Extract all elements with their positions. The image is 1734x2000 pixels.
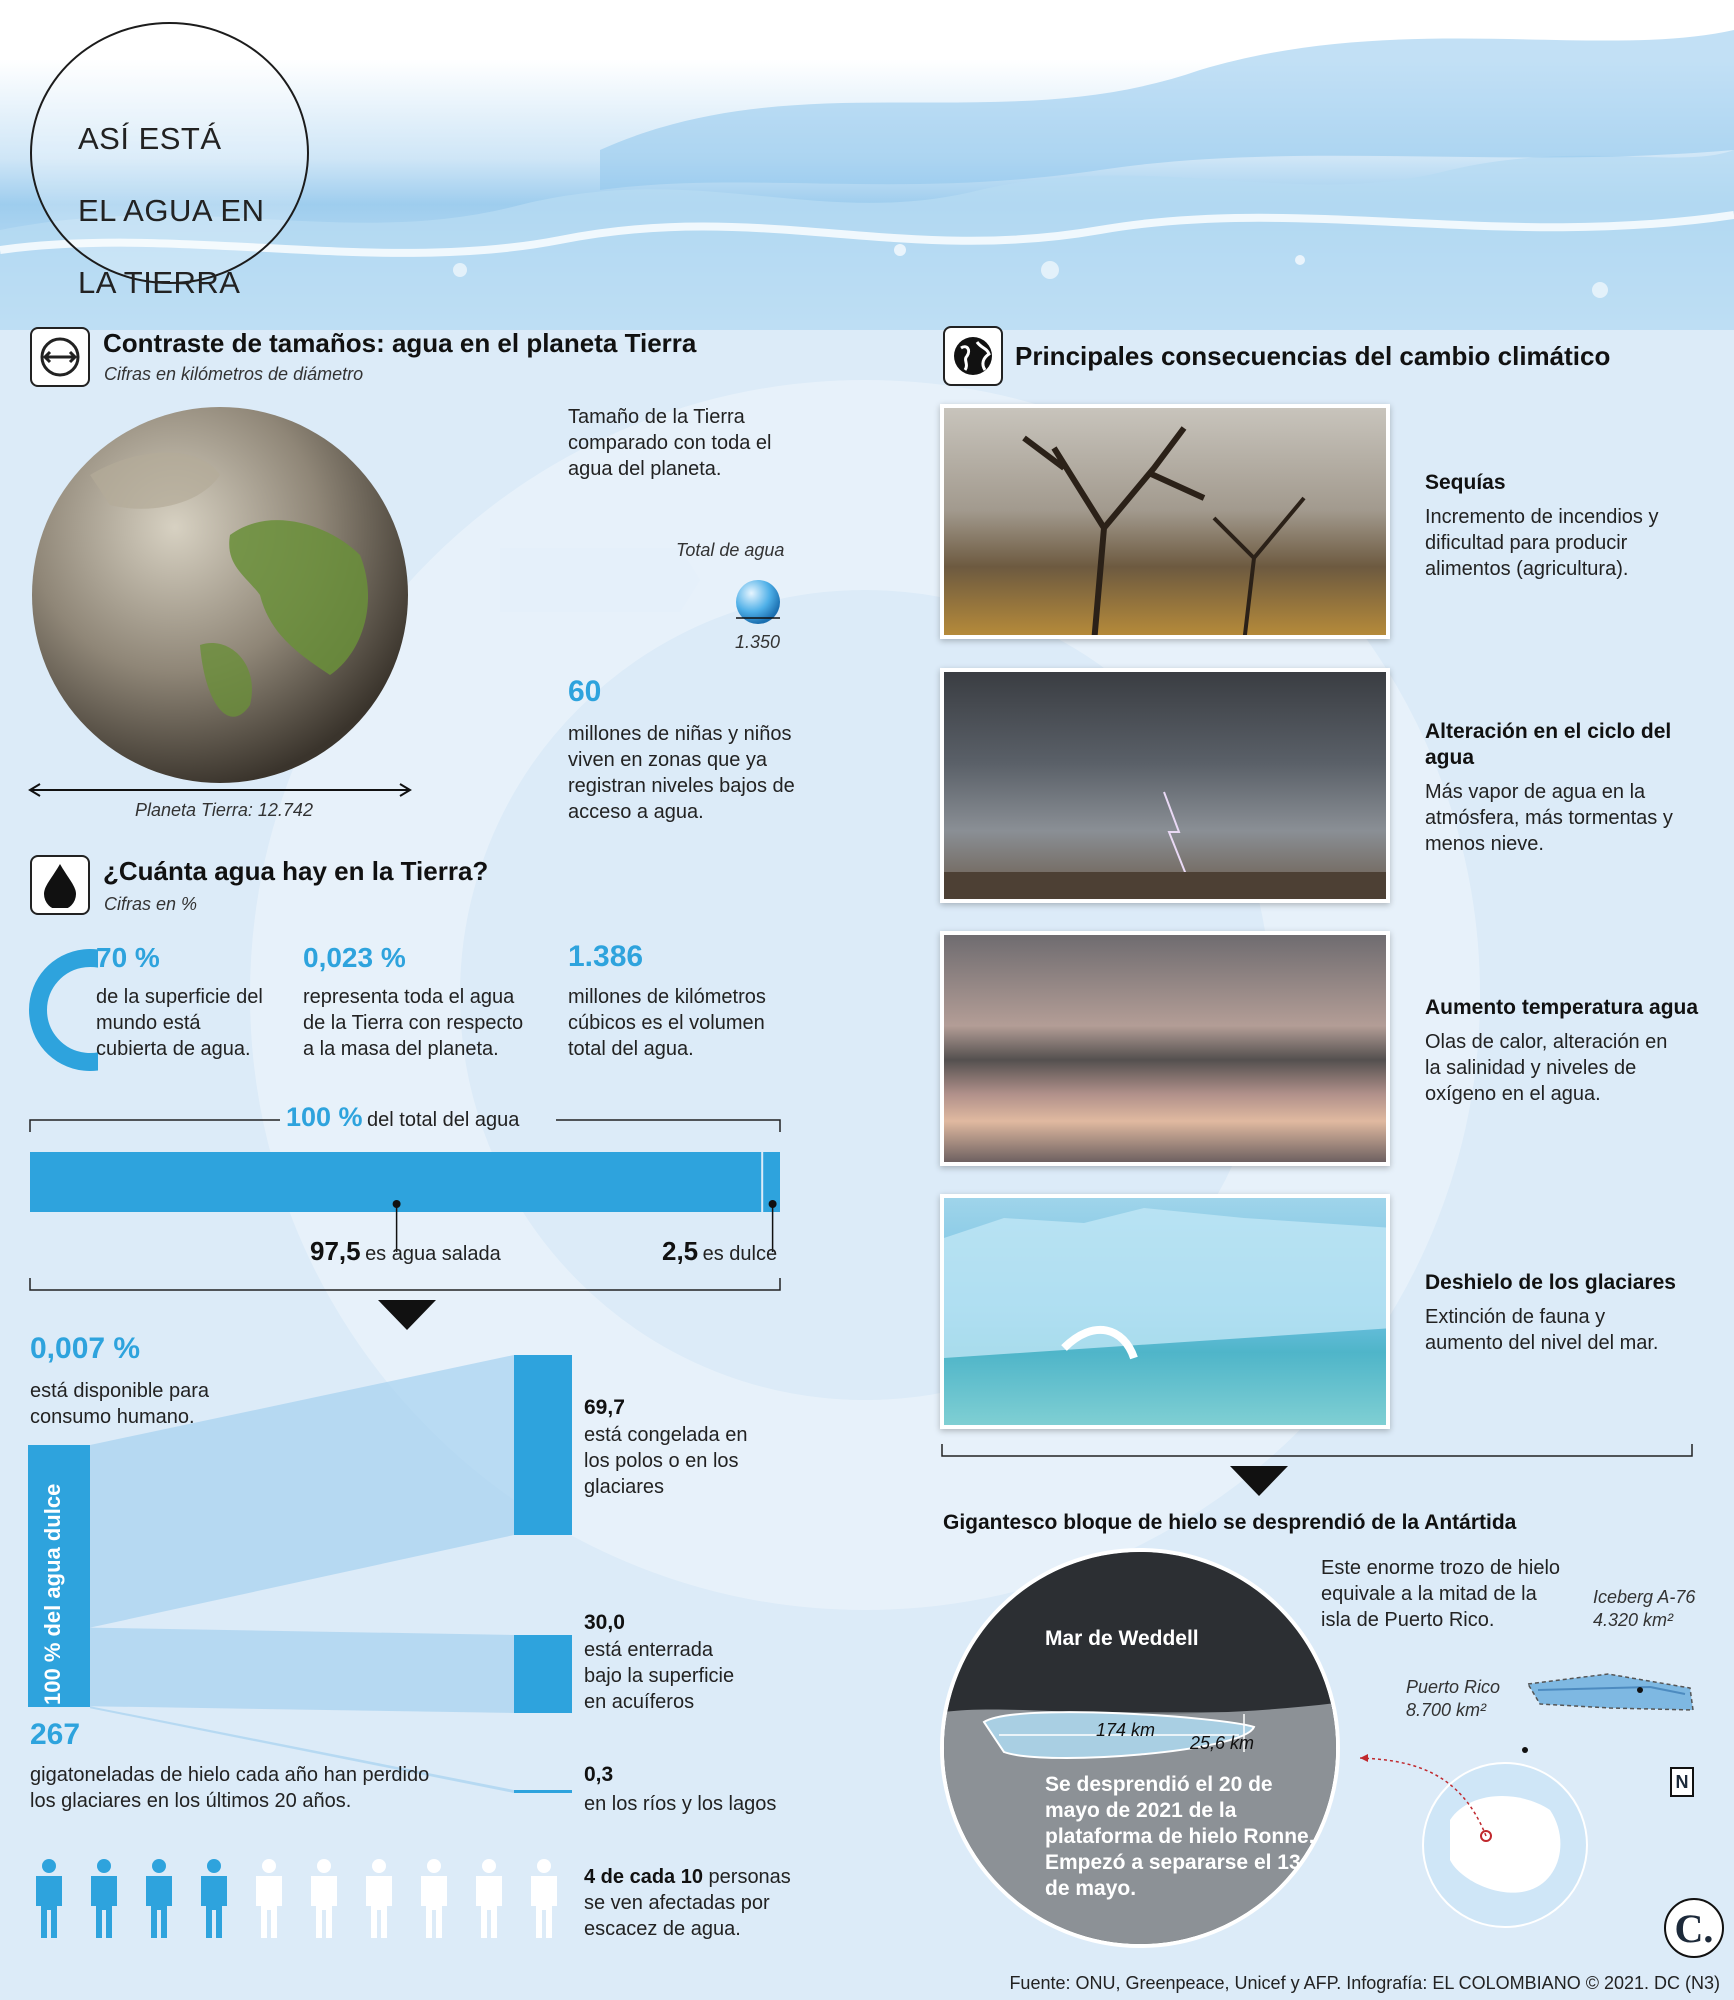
compare-text: Tamaño de la Tierra comparado con toda el agua del planeta. bbox=[568, 406, 772, 480]
people-text-block bbox=[584, 1864, 794, 1942]
iceberg-length: 174 km bbox=[1096, 1720, 1156, 1740]
kids-text: millones de niñas y niños viven en zonas que ya registran niveles bajos de acceso a agua. bbox=[568, 723, 795, 823]
consequence-1-title: Sequías bbox=[1425, 471, 1506, 494]
water-sphere bbox=[734, 578, 782, 626]
people-bold: 4 de cada 10 bbox=[584, 1866, 703, 1888]
glaciers-text: gigatoneladas de hielo cada año han perdido los glaciares en los últimos 20 años. bbox=[30, 1764, 430, 1812]
glacier-photo bbox=[940, 1194, 1390, 1429]
puerto-rico-area: 8.700 km² bbox=[1406, 1700, 1487, 1720]
people-row bbox=[30, 1858, 570, 1948]
consequence-1 bbox=[1425, 470, 1715, 582]
fresh-water-value: 2,5 bbox=[662, 1236, 699, 1266]
diameter-icon bbox=[30, 327, 90, 387]
el-colombiano-logo: C. bbox=[1664, 1898, 1724, 1958]
size-comparison-map bbox=[1350, 1650, 1700, 1930]
stat-0023-value: 0,023 % bbox=[303, 942, 406, 973]
people-text: personas se ven afectadas por escacez de agua. bbox=[584, 1866, 791, 1940]
person-icon-7 bbox=[415, 1858, 453, 1940]
frozen-value: 69,7 bbox=[584, 1396, 625, 1419]
frozen-text: está congelada en los polos o en los glaciares bbox=[584, 1424, 748, 1498]
section-size-title: Contraste de tamaños: agua en el planeta Tierra bbox=[103, 328, 697, 358]
gauge-arc-70 bbox=[38, 958, 98, 1062]
stat-1386-value: 1.386 bbox=[568, 940, 644, 973]
section-how-much-subtitle: Cifras en % bbox=[104, 894, 198, 914]
total-bar-dot-0 bbox=[393, 1200, 401, 1208]
iceberg-caption: Se desprendió el 20 de mayo de 2021 de la plataforma de hielo Ronne. Empezó a separarse el 13 de mayo. bbox=[1045, 1773, 1315, 1900]
section-how-much-title: ¿Cuánta agua hay en la Tierra? bbox=[103, 856, 489, 886]
surface-70-gauge bbox=[28, 948, 98, 1072]
iceberg-area: 4.320 km² bbox=[1593, 1610, 1674, 1630]
consequence-4-title: Deshielo de los glaciares bbox=[1425, 1271, 1676, 1294]
earth-globe bbox=[30, 405, 410, 785]
puerto-rico-name: Puerto Rico bbox=[1406, 1677, 1501, 1697]
fresh-available-value: 0,007 % bbox=[30, 1332, 141, 1365]
earth-diameter-arrow bbox=[28, 780, 412, 800]
globe-icon bbox=[943, 326, 1003, 386]
fresh-available-text: está disponible para consumo humano. bbox=[30, 1380, 210, 1428]
down-arrow-1 bbox=[378, 1300, 436, 1330]
page-title bbox=[78, 85, 265, 337]
consequence-3-text: Olas de calor, alteración en la salinidad y niveles de oxígeno en el agua. bbox=[1425, 1031, 1668, 1105]
fresh-water-chart bbox=[28, 1355, 588, 1795]
fresh-water-label bbox=[662, 1236, 777, 1267]
water-drop-icon bbox=[30, 855, 90, 915]
stat-0023-text: representa toda el agua de la Tierra con respecto a la masa del planeta. bbox=[303, 986, 524, 1060]
warm-water-photo bbox=[940, 931, 1390, 1166]
consequence-2-text: Más vapor de agua en la atmósfera, más tormentas y menos nieve. bbox=[1425, 781, 1673, 855]
salt-water-value: 97,5 bbox=[310, 1236, 361, 1266]
person-icon-4 bbox=[250, 1858, 288, 1940]
consequence-3-title: Aumento temperatura agua bbox=[1425, 996, 1699, 1019]
water-total-value: 1.350 bbox=[735, 632, 781, 652]
title-line-3: LA TIERRA bbox=[78, 265, 241, 300]
salt-water-label bbox=[310, 1236, 501, 1267]
person-icon-2 bbox=[140, 1858, 178, 1940]
consequence-1-text: Incremento de incendios y dificultad para producir alimentos (agricultura). bbox=[1425, 506, 1659, 580]
stat-70-text: de la superficie del mundo está cubierta de agua. bbox=[96, 986, 263, 1060]
bracket-bottom bbox=[30, 1278, 780, 1290]
stat-70-value: 70 % bbox=[96, 942, 160, 973]
person-icon-5 bbox=[305, 1858, 343, 1940]
stat-1386-text: millones de kilómetros cúbicos es el volumen total del agua. bbox=[568, 986, 766, 1060]
kids-number: 60 bbox=[568, 675, 602, 708]
fresh-flow-0 bbox=[90, 1355, 514, 1628]
consequence-2-title: Alteración en el ciclo del agua bbox=[1425, 720, 1672, 769]
section-size-subtitle: Cifras en kilómetros de diámetro bbox=[104, 364, 364, 384]
person-icon-8 bbox=[470, 1858, 508, 1940]
glaciers-number: 267 bbox=[30, 1718, 81, 1751]
section-climate-title: Principales consecuencias del cambio climático bbox=[1015, 341, 1611, 371]
consequence-4 bbox=[1425, 1270, 1715, 1356]
total-water-text: del total del agua bbox=[367, 1109, 520, 1131]
fresh-axis-label bbox=[40, 1665, 80, 1705]
drought-photo bbox=[940, 404, 1390, 639]
bracket-climate bbox=[940, 1442, 1696, 1502]
antarctic-title: Gigantesco bloque de hielo se desprendió de la Antártida bbox=[943, 1511, 1517, 1534]
rivers-value: 0,3 bbox=[584, 1763, 614, 1786]
fresh-bar-0 bbox=[514, 1355, 572, 1535]
title-line-1: ASÍ ESTÁ bbox=[78, 121, 222, 156]
consequence-3 bbox=[1425, 995, 1715, 1107]
aquifer-text: está enterrada bajo la superficie en acuíferos bbox=[584, 1639, 735, 1713]
person-icon-0 bbox=[30, 1858, 68, 1940]
title-line-2: EL AGUA EN bbox=[78, 193, 265, 228]
person-icon-3 bbox=[195, 1858, 233, 1940]
north-indicator: N bbox=[1670, 1767, 1694, 1797]
salt-water-text: es agua salada bbox=[365, 1243, 501, 1265]
compare-arrow bbox=[500, 540, 700, 620]
person-icon-6 bbox=[360, 1858, 398, 1940]
total-water-chart bbox=[28, 1110, 784, 1300]
iceberg-name: Iceberg A-76 bbox=[1593, 1587, 1696, 1607]
person-icon-9 bbox=[525, 1858, 563, 1940]
earth-label: Planeta Tierra: 12.742 bbox=[135, 800, 313, 820]
total-bar-dot-1 bbox=[769, 1200, 777, 1208]
fresh-bar-2 bbox=[514, 1790, 572, 1793]
consequence-4-text: Extinción de fauna y aumento del nivel del mar. bbox=[1425, 1306, 1659, 1354]
person-icon-1 bbox=[85, 1858, 123, 1940]
puerto-rico-shape bbox=[1528, 1674, 1693, 1710]
aquifer-value: 30,0 bbox=[584, 1611, 625, 1634]
iceberg-compare-text: Este enorme trozo de hielo equivale a la mitad de la isla de Puerto Rico. bbox=[1321, 1557, 1561, 1631]
water-total-label: Total de agua bbox=[676, 540, 785, 560]
iceberg-width: 25,6 km bbox=[1190, 1733, 1255, 1753]
sea-label: Mar de Weddell bbox=[1045, 1627, 1199, 1650]
total-water-value: 100 % bbox=[286, 1102, 363, 1132]
total-water-label bbox=[286, 1102, 519, 1133]
consequence-2 bbox=[1425, 719, 1675, 857]
rivers-text: en los ríos y los lagos bbox=[584, 1793, 777, 1815]
footer-credits: Fuente: ONU, Greenpeace, Unicef y AFP. Infografía: EL COLOMBIANO © 2021. DC (N3) bbox=[1009, 1973, 1720, 1993]
fresh-bar-1 bbox=[514, 1635, 572, 1713]
fresh-flow-1 bbox=[90, 1628, 514, 1713]
fresh-water-text: es dulce bbox=[702, 1243, 778, 1265]
storm-photo bbox=[940, 668, 1390, 903]
